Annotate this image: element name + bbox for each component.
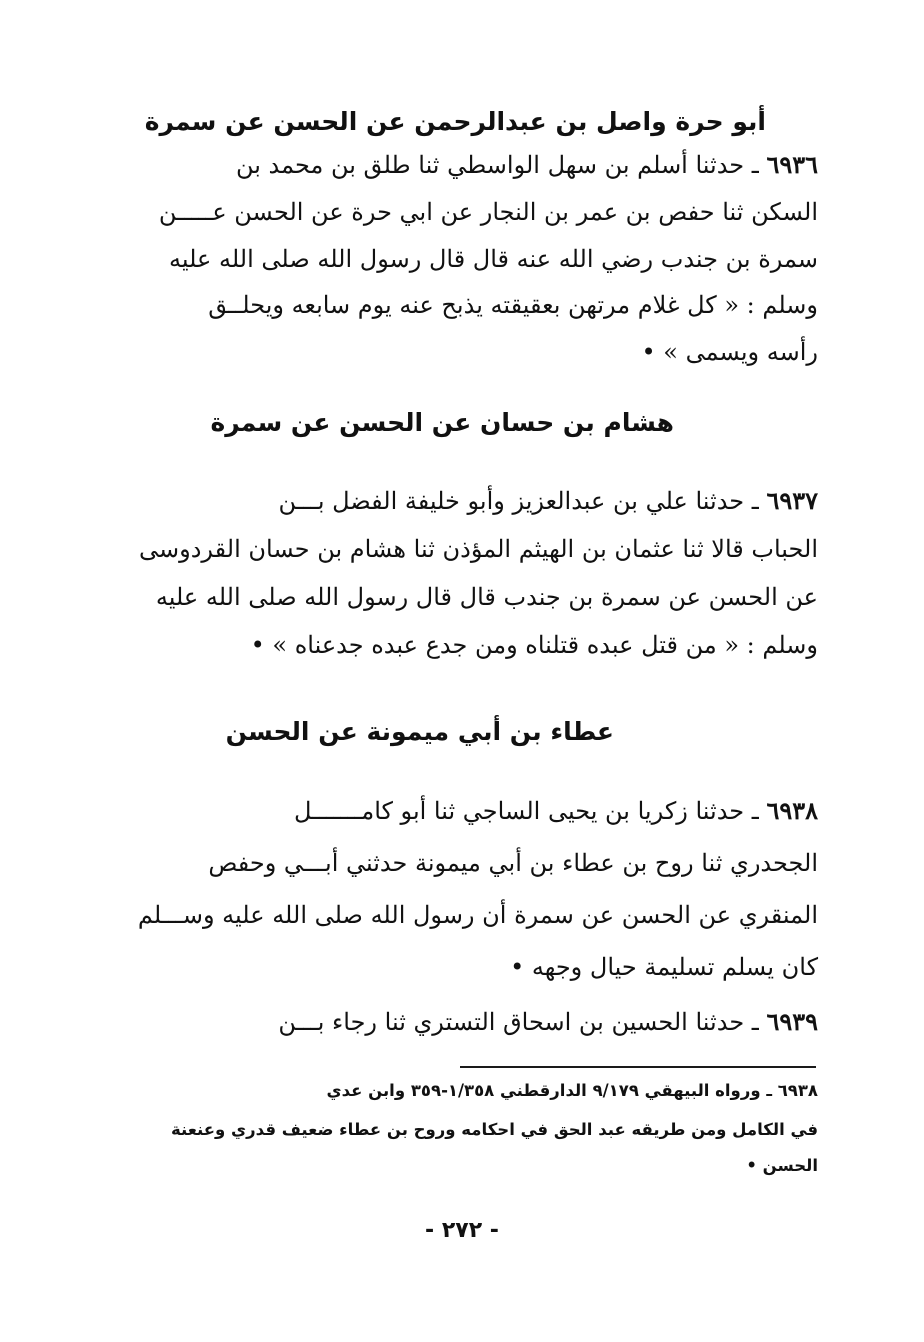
section-heading: هشام بن حسان عن الحسن عن سمرة [210, 408, 674, 437]
footnote-divider [460, 1066, 816, 1068]
footnote-line: في الكامل ومن طريقه عبد الحق في احكامه وروح بن عطاء ضعيف قدري وعنعنة [170, 1120, 818, 1139]
hadith-text: ـ حدثنا أسلم بن سهل الواسطي ثنا طلق بن محمد بن [235, 151, 767, 179]
hadith-text: ـ حدثنا زكريا بن يحيى الساجي ثنا أبو كامـــــــل [293, 797, 767, 825]
hadith-line [278, 486, 818, 515]
hadith-line: الحباب قالا ثنا عثمان بن الهيثم المؤذن ثنا هشام بن حسان القردوسى [139, 535, 818, 563]
hadith-line: الجحدري ثنا روح بن عطاء بن أبي ميمونة حدثني أبـــي وحفص [208, 849, 818, 877]
hadith-line: وسلم : « من قتل عبده قتلناه ومن جدع عبده جدعناه » • [250, 631, 818, 659]
hadith-number: ٦٩٣٨ [766, 796, 818, 825]
hadith-number: ٦٩٣٧ [766, 486, 818, 515]
footnote-line: ٦٩٣٨ ـ ورواه البيهقي ٩/١٧٩ الدارقطني ١/٣٥٨-٣٥٩ وابن عدي [326, 1081, 818, 1100]
hadith-number: ٦٩٣٦ [766, 150, 818, 179]
hadith-number: ٦٩٣٩ [766, 1007, 818, 1036]
hadith-line: المنقري عن الحسن عن سمرة أن رسول الله صلى الله عليه وســـلم [137, 901, 818, 929]
hadith-line [293, 796, 818, 825]
section-heading: أبو حرة واصل بن عبدالرحمن عن الحسن عن سمرة [144, 107, 766, 136]
hadith-line: عن الحسن عن سمرة بن جندب قال قال رسول الله صلى الله عليه [155, 583, 818, 611]
hadith-text: ـ حدثنا الحسين بن اسحاق التستري ثنا رجاء بـــن [278, 1008, 767, 1036]
hadith-line: السكن ثنا حفص بن عمر بن النجار عن ابي حرة عن الحسن عـــــن [158, 198, 818, 226]
hadith-line [278, 1007, 818, 1036]
hadith-line [235, 150, 818, 179]
page-number: - ٢٧٢ - [425, 1218, 499, 1243]
section-heading: عطاء بن أبي ميمونة عن الحسن [225, 717, 614, 746]
hadith-line: وسلم : « كل غلام مرتهن بعقيقته يذبح عنه يوم سابعه ويحلــق [208, 291, 818, 319]
hadith-line: كان يسلم تسليمة حيال وجهه • [510, 953, 818, 981]
footnote-line: الحسن • [746, 1156, 818, 1175]
hadith-line: سمرة بن جندب رضي الله عنه قال قال رسول الله صلى الله عليه [168, 245, 818, 273]
hadith-line: رأسه ويسمى » • [641, 338, 818, 366]
hadith-text: ـ حدثنا علي بن عبدالعزيز وأبو خليفة الفضل بـــن [278, 487, 767, 515]
